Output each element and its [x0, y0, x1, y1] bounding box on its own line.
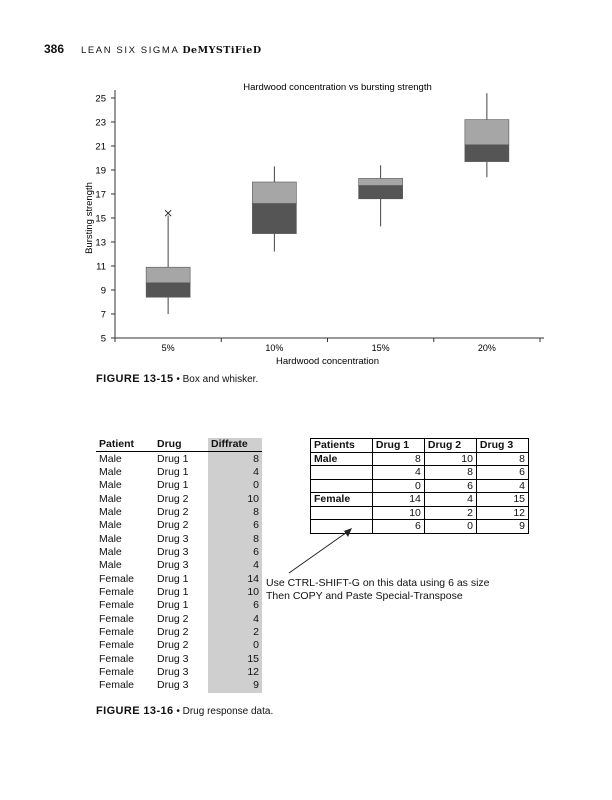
- cell-patient: Female: [99, 612, 135, 625]
- table-row: [311, 452, 529, 466]
- page-header: [44, 42, 262, 56]
- cell-patient: Male: [99, 519, 122, 532]
- figure-13-15-caption: [96, 373, 258, 385]
- y-tick-label: 25: [95, 93, 106, 105]
- instruction-line-2: Then COPY and Paste Special-Transpose: [266, 589, 463, 602]
- y-tick-label: 5: [100, 333, 106, 345]
- cell-patients: [311, 479, 373, 493]
- cell-diffrate: 12: [208, 666, 262, 679]
- cell-diffrate: 2: [208, 626, 262, 639]
- cell-drug-3: 8: [476, 452, 528, 466]
- cell-diffrate: 6: [208, 519, 262, 532]
- cell-diffrate: 0: [208, 639, 262, 652]
- figure-text: Box and whisker.: [182, 374, 259, 385]
- x-tick-label: 15%: [371, 343, 390, 353]
- cell-patient: Male: [99, 479, 122, 492]
- table-row: [96, 519, 262, 532]
- table-row: [96, 679, 262, 692]
- cell-patient: Male: [99, 545, 122, 558]
- cell-diffrate: 6: [208, 599, 262, 612]
- cell-drug: Drug 2: [157, 505, 189, 518]
- table-row: [311, 493, 529, 507]
- cell-drug-1: 10: [372, 506, 424, 520]
- table-row: [96, 452, 262, 466]
- cell-patient: Female: [99, 625, 135, 638]
- cell-diffrate: 15: [208, 653, 262, 666]
- chart-title: Hardwood concentration vs bursting strength: [243, 82, 432, 93]
- table-header-row: [96, 438, 262, 452]
- y-tick-label: 15: [95, 213, 106, 225]
- cell-drug-2: 4: [424, 493, 476, 507]
- outlier-marker: [165, 210, 171, 216]
- cell-drug-2: 2: [424, 506, 476, 520]
- y-axis-title: Bursting strength: [84, 182, 95, 254]
- figure-text: Drug response data.: [182, 706, 274, 717]
- table-row: [96, 532, 262, 545]
- column-header-drug-1: Drug 1: [372, 439, 424, 453]
- figure-separator: •: [176, 374, 180, 385]
- table-row: [96, 599, 262, 612]
- cell-drug: Drug 2: [157, 639, 189, 652]
- cell-diffrate: 4: [208, 559, 262, 572]
- page-number: 386: [44, 42, 65, 56]
- column-header-drug: Drug: [154, 438, 208, 452]
- cell-diffrate: 8: [208, 532, 262, 545]
- figure-13-16-caption: [96, 705, 273, 717]
- cell-diffrate: 4: [208, 612, 262, 625]
- cell-drug: Drug 3: [157, 559, 189, 572]
- instruction-line-1: Use CTRL-SHIFT-G on this data using 6 as size: [266, 577, 490, 589]
- cell-drug-1: 6: [372, 520, 424, 534]
- cell-drug: Drug 3: [157, 679, 189, 692]
- table-row: [96, 572, 262, 585]
- column-header-patients: Patients: [311, 439, 373, 453]
- table-header-row: [311, 439, 529, 453]
- cell-drug: Drug 1: [157, 599, 189, 612]
- cell-drug: Drug 1: [157, 479, 189, 492]
- column-header-patient: Patient: [96, 438, 154, 452]
- cell-drug: Drug 2: [157, 612, 189, 625]
- column-header-drug-2: Drug 2: [424, 439, 476, 453]
- cell-drug: Drug 1: [157, 585, 189, 598]
- y-tick-label: 9: [100, 285, 106, 297]
- box-upper-quartile: [465, 120, 509, 145]
- cell-drug: Drug 3: [157, 545, 189, 558]
- y-tick-label: 19: [95, 165, 106, 177]
- x-tick-label: 10%: [265, 343, 284, 353]
- cell-patient: Male: [99, 532, 122, 545]
- table-row: [96, 559, 262, 572]
- cell-drug-3: 4: [476, 479, 528, 493]
- column-header-diffrate: Diffrate: [208, 438, 262, 452]
- cell-diffrate: 8: [208, 452, 262, 466]
- cell-drug: Drug 2: [157, 492, 189, 505]
- table-row: [96, 666, 262, 679]
- cell-patient: Male: [99, 492, 122, 505]
- cell-drug: Drug 3: [157, 652, 189, 665]
- cell-patient: Female: [99, 652, 135, 665]
- cell-drug-3: 15: [476, 493, 528, 507]
- box-lower-quartile: [359, 186, 403, 199]
- arrow-line: [289, 530, 350, 573]
- figure-separator: •: [176, 706, 180, 717]
- cell-patient: Female: [99, 666, 135, 679]
- cell-drug-1: 14: [372, 493, 424, 507]
- y-tick-label: 11: [96, 261, 106, 273]
- box-lower-quartile: [465, 145, 509, 162]
- x-tick-label: 20%: [477, 343, 496, 353]
- table-row: [96, 506, 262, 519]
- cell-patient: Female: [99, 585, 135, 598]
- box-upper-quartile: [359, 178, 403, 185]
- column-header-drug-3: Drug 3: [476, 439, 528, 453]
- box-upper-quartile: [252, 182, 296, 204]
- cell-drug-3: 9: [476, 520, 528, 534]
- drug-response-long-table: [96, 438, 262, 693]
- cell-patient: Female: [99, 679, 135, 692]
- cell-diffrate: 9: [208, 679, 262, 692]
- table-row: [311, 520, 529, 534]
- cell-diffrate: 4: [208, 466, 262, 479]
- table-row: [96, 479, 262, 492]
- cell-drug: Drug 1: [157, 465, 189, 478]
- table-row: [96, 653, 262, 666]
- cell-drug-2: 8: [424, 466, 476, 480]
- book-title: LEAN SIX SIGMA: [80, 45, 180, 56]
- cell-drug: Drug 3: [157, 532, 189, 545]
- table-row: [96, 546, 262, 559]
- cell-patient: Female: [99, 639, 135, 652]
- cell-diffrate: 10: [208, 492, 262, 505]
- cell-drug: Drug 1: [157, 452, 189, 465]
- cell-drug-1: 8: [372, 452, 424, 466]
- cell-patients: Male: [311, 452, 373, 466]
- box-upper-quartile: [146, 267, 190, 283]
- box-lower-quartile: [252, 204, 296, 234]
- table-row: [96, 612, 262, 625]
- x-tick-label: 5%: [161, 343, 175, 353]
- cell-patients: [311, 520, 373, 534]
- table-row: [311, 466, 529, 480]
- box-lower-quartile: [146, 283, 190, 297]
- box-whisker-chart: [0, 70, 612, 370]
- cell-drug: Drug 3: [157, 666, 189, 679]
- cell-drug-2: 6: [424, 479, 476, 493]
- cell-drug-1: 4: [372, 466, 424, 480]
- cell-patients: [311, 466, 373, 480]
- cell-patients: [311, 506, 373, 520]
- cell-patient: Male: [99, 505, 122, 518]
- table-row: [311, 506, 529, 520]
- cell-drug-2: 10: [424, 452, 476, 466]
- table-row: [96, 492, 262, 505]
- figure-label: FIGURE 13-15: [96, 373, 174, 385]
- table-row: [311, 479, 529, 493]
- cell-diffrate: 10: [208, 586, 262, 599]
- cell-drug: Drug 2: [157, 519, 189, 532]
- table-row: [96, 639, 262, 652]
- cell-drug: Drug 2: [157, 625, 189, 638]
- cell-diffrate: 14: [208, 572, 262, 585]
- y-tick-label: 13: [95, 237, 106, 249]
- cell-diffrate: 8: [208, 506, 262, 519]
- cell-patient: Male: [99, 559, 122, 572]
- cell-drug-3: 6: [476, 466, 528, 480]
- table-row: [96, 466, 262, 479]
- cell-drug-1: 0: [372, 479, 424, 493]
- book-subtitle: DeMYSTiFieD: [182, 45, 262, 56]
- table-row: [96, 586, 262, 599]
- cell-patient: Female: [99, 572, 135, 585]
- cell-patient: Female: [99, 599, 135, 612]
- cell-drug-3: 12: [476, 506, 528, 520]
- x-axis-title: Hardwood concentration: [276, 356, 379, 367]
- table-row: [96, 626, 262, 639]
- y-tick-label: 17: [95, 189, 106, 201]
- drug-response-wide-table: [310, 438, 529, 534]
- y-tick-label: 7: [100, 309, 106, 321]
- cell-patient: Male: [99, 465, 122, 478]
- cell-drug-2: 0: [424, 520, 476, 534]
- instruction-note: [266, 577, 490, 602]
- cell-diffrate: 0: [208, 479, 262, 492]
- y-tick-label: 21: [95, 141, 106, 153]
- y-tick-label: 23: [95, 117, 106, 129]
- cell-diffrate: 6: [208, 546, 262, 559]
- cell-drug: Drug 1: [157, 572, 189, 585]
- cell-patient: Male: [99, 452, 122, 465]
- cell-patients: Female: [311, 493, 373, 507]
- figure-label: FIGURE 13-16: [96, 705, 174, 717]
